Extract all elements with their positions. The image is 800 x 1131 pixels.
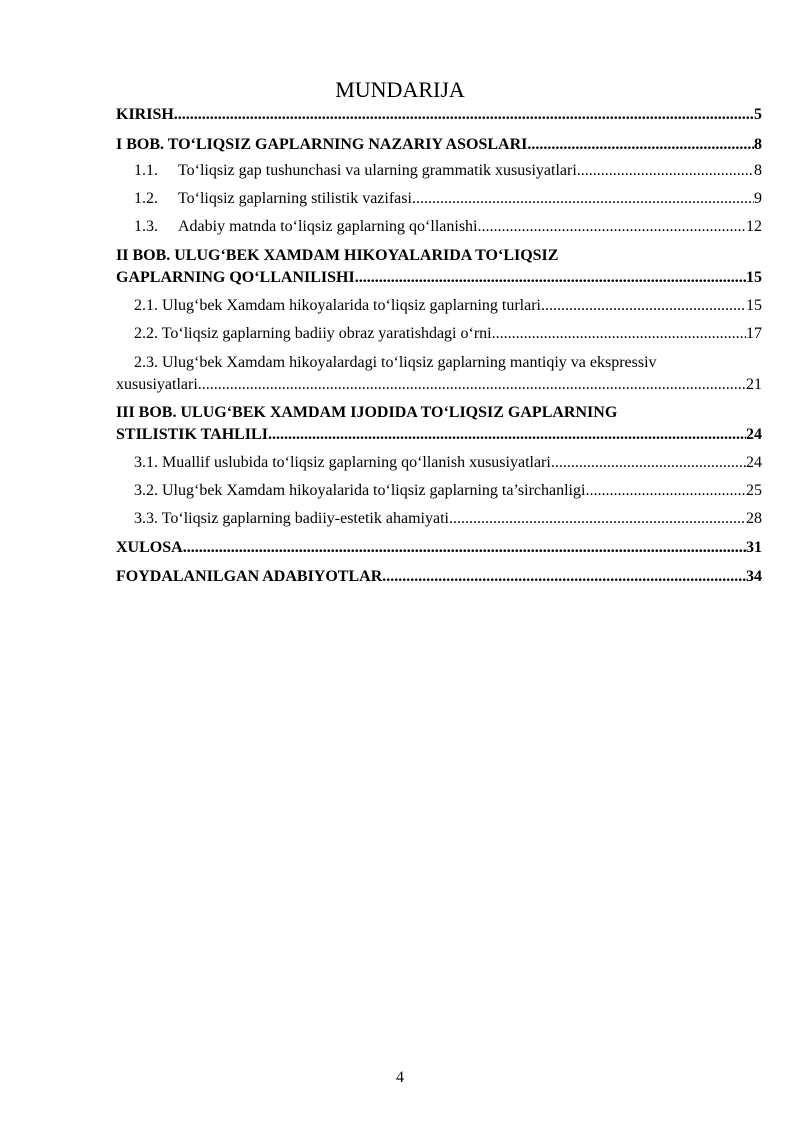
- dot-leader: [541, 295, 746, 317]
- toc-entry-title: Adabiy matnda to‘liqsiz gaplarning qo‘llanishi: [178, 218, 478, 235]
- toc-entry-page: 31: [746, 539, 762, 556]
- toc-entry-section-1-3[interactable]: [116, 216, 762, 238]
- toc-entry-page: 15: [746, 297, 762, 314]
- toc-entry-page: 28: [746, 510, 762, 527]
- page-number: 4: [396, 1069, 404, 1086]
- toc-entry-number: 1.3.: [134, 218, 158, 235]
- dot-leader: [382, 566, 746, 588]
- toc-entry-page: 24: [746, 454, 762, 471]
- dot-leader: [527, 134, 754, 156]
- toc-entry-title: STILISTIK TAHLILI: [116, 426, 268, 443]
- dot-leader: [551, 452, 746, 474]
- dot-leader: [268, 424, 746, 446]
- toc-entry-chapter-3[interactable]: [116, 402, 762, 446]
- toc-entry-references[interactable]: [116, 566, 762, 588]
- toc-entry-title: 2.1. Ulug‘bek Xamdam hikoyalarida to‘liqsiz gaplarning turlari: [134, 297, 541, 314]
- toc-entry-page: 12: [746, 218, 762, 235]
- toc-entry-page: 17: [746, 325, 762, 342]
- toc-entry-number: 1.1.: [134, 162, 158, 179]
- toc-entry-section-2-2[interactable]: [116, 323, 762, 345]
- toc-entry-section-2-3[interactable]: [116, 352, 762, 396]
- toc-entry-title-line1: 2.3. Ulug‘bek Xamdam hikoyalardagi to‘liqsiz gaplarning mantiqiy va ekspressiv: [134, 354, 657, 371]
- toc-entry-section-2-1[interactable]: [116, 295, 762, 317]
- toc-entry-title: To‘liqsiz gaplarning stilistik vazifasi: [178, 190, 412, 207]
- toc-entry-section-3-2[interactable]: [116, 480, 762, 502]
- toc-entry-title: I BOB. TO‘LIQSIZ GAPLARNING NAZARIY ASOSLARI: [116, 136, 528, 153]
- toc-entry-title: GAPLARNING QO‘LLANILISHI: [116, 269, 355, 286]
- toc-entry-page: 15: [746, 269, 762, 286]
- toc-entry-xulosa[interactable]: [116, 537, 762, 559]
- dot-leader: [198, 374, 746, 396]
- dot-leader: [183, 537, 746, 559]
- toc-entry-title: XULOSA: [116, 539, 183, 556]
- toc-entry-number: 1.2.: [134, 190, 158, 207]
- toc-entry-page: 24: [746, 426, 762, 443]
- toc-entry-title: 3.1. Muallif uslubida to‘liqsiz gaplarning qo‘llanish xususiyatlari: [134, 454, 551, 471]
- toc-entry-title: 2.2. To‘liqsiz gaplarning badiiy obraz yaratishdagi o‘rni: [134, 325, 492, 342]
- toc-entry-title: xususiyatlari: [116, 376, 198, 393]
- page-title: MUNDARIJA: [335, 77, 465, 102]
- toc-entry-title-line1: III BOB. ULUG‘BEK XAMDAM IJODIDA TO‘LIQSIZ GAPLARNING: [116, 404, 618, 421]
- toc-entry-title: 3.3. To‘liqsiz gaplarning badiiy-estetik ahamiyati: [134, 510, 449, 527]
- dot-leader: [577, 160, 754, 182]
- toc-entry-section-3-3[interactable]: [116, 508, 762, 530]
- dot-leader: [492, 323, 746, 345]
- dot-leader: [478, 216, 747, 238]
- toc-entry-title: KIRISH: [116, 106, 174, 123]
- toc-entry-title: To‘liqsiz gap tushunchasi va ularning grammatik xususiyatlari: [178, 162, 577, 179]
- toc-entry-page: 9: [754, 190, 762, 207]
- dot-leader: [449, 508, 746, 530]
- toc-entry-page: 8: [754, 162, 762, 179]
- toc-entry-page: 25: [746, 482, 762, 499]
- toc-entry-chapter-2[interactable]: [116, 245, 762, 289]
- dot-leader: [585, 480, 746, 502]
- toc-entry-section-3-1[interactable]: [116, 452, 762, 474]
- toc-entry-page: 34: [746, 568, 762, 585]
- toc-entry-title: FOYDALANILGAN ADABIYOTLAR: [116, 568, 383, 585]
- toc-entry-page: 21: [746, 376, 762, 393]
- toc-entry-kirish[interactable]: [116, 104, 762, 126]
- toc-entry-title: 3.2. Ulug‘bek Xamdam hikoyalarida to‘liqsiz gaplarning ta’sirchanligi: [134, 482, 586, 499]
- dot-leader: [174, 104, 754, 126]
- toc-entry-page: 8: [754, 136, 762, 153]
- toc-entry-chapter-1[interactable]: [116, 134, 762, 156]
- toc-entry-page: 5: [754, 106, 762, 123]
- dot-leader: [355, 267, 746, 289]
- toc-entry-title-line1: II BOB. ULUG‘BEK XAMDAM HIKOYALARIDA TO‘LIQSIZ: [116, 247, 559, 264]
- toc-entry-section-1-1[interactable]: [116, 160, 762, 182]
- toc-entry-section-1-2[interactable]: [116, 188, 762, 210]
- dot-leader: [412, 188, 754, 210]
